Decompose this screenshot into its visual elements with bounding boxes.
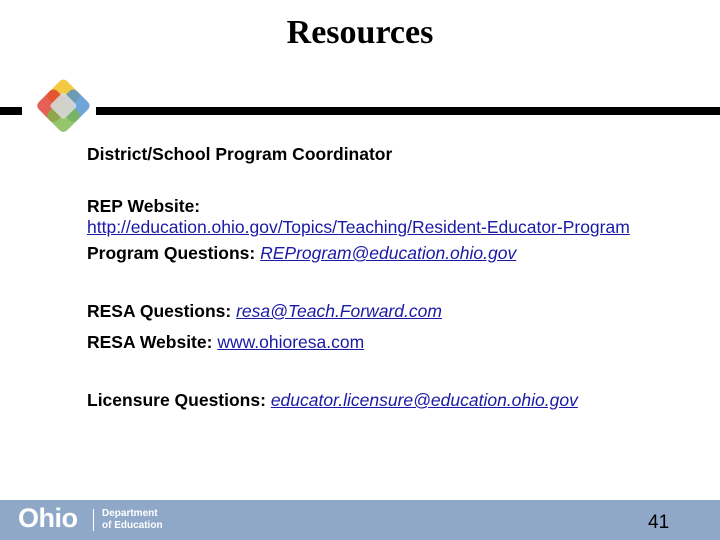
page-number: 41 <box>648 512 670 533</box>
rep-website-link[interactable]: http://education.ohio.gov/Topics/Teaching/Resident-Educator-Program <box>87 217 630 237</box>
dept-line-1: Department <box>102 508 158 519</box>
resa-website-link[interactable]: www.ohioresa.com <box>217 332 365 352</box>
licensure-questions-label: Licensure Questions: <box>87 390 266 410</box>
licensure-email-link[interactable]: educator.licensure@education.ohio.gov <box>270 390 578 410</box>
program-questions-label: Program Questions: <box>87 243 256 263</box>
dept-line-2: of Education <box>102 520 163 531</box>
resa-website-label: RESA Website: <box>87 332 213 352</box>
slide-title: Resources <box>286 14 434 51</box>
title-rule-right <box>96 107 720 115</box>
ohio-education-logo-icon <box>26 78 98 142</box>
resa-questions-email-link[interactable]: resa@Teach.Forward.com <box>236 301 442 321</box>
footer-bar <box>0 500 720 540</box>
department-of-education-label <box>102 508 163 532</box>
resa-questions-label: RESA Questions: <box>87 301 232 321</box>
resources-list <box>87 144 687 411</box>
coordinator-text: District/School Program Coordinator <box>87 144 393 164</box>
ohio-logo-wordmark: Ohio <box>18 503 78 533</box>
footer-divider <box>93 509 94 531</box>
rep-website-label: REP Website: <box>87 196 201 216</box>
program-questions-email-link[interactable]: REProgram@education.ohio.gov <box>260 243 517 263</box>
title-rule-left <box>0 107 22 115</box>
